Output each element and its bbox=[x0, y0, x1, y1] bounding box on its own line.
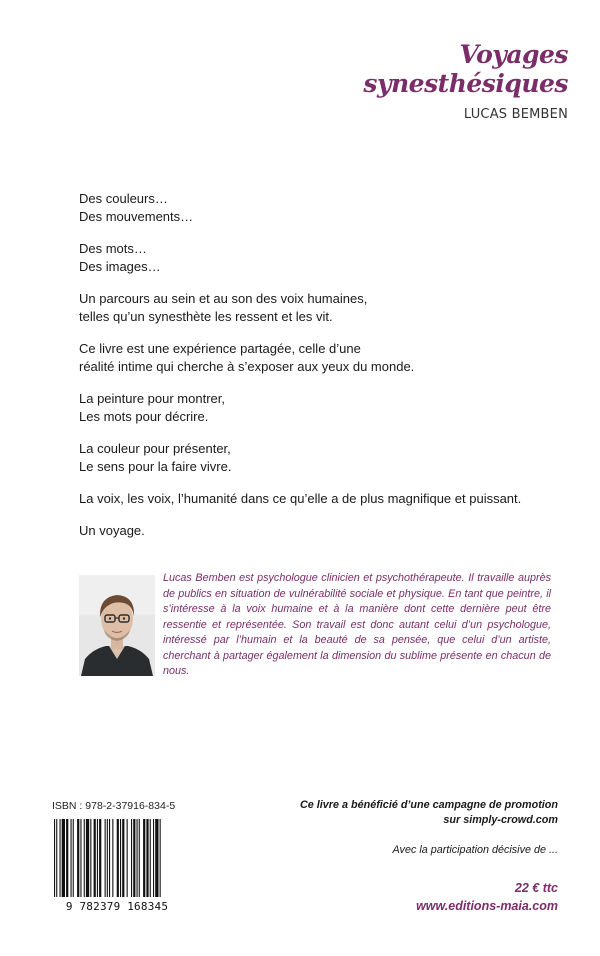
promo-line-2: sur simply-crowd.com bbox=[443, 814, 558, 826]
stanza bbox=[79, 390, 549, 426]
stanza-line: La peinture pour montrer, bbox=[79, 391, 225, 406]
stanza-line: La couleur pour présenter, bbox=[79, 441, 231, 456]
barcode-bar bbox=[137, 819, 138, 897]
publisher-website: www.editions-maia.com bbox=[416, 899, 558, 913]
barcode-bar bbox=[97, 819, 98, 897]
barcode-bar bbox=[153, 819, 154, 897]
barcode-bar bbox=[56, 819, 57, 897]
barcode-bar bbox=[71, 819, 72, 897]
stanza-line: telles qu’un synesthète les ressent et les vit. bbox=[79, 309, 333, 324]
barcode-bar bbox=[143, 819, 145, 897]
book-title-line-1: Voyages bbox=[459, 40, 568, 69]
title-block bbox=[363, 40, 568, 122]
barcode-bar bbox=[131, 819, 132, 897]
barcode-bars-icon bbox=[54, 819, 161, 897]
author-photo bbox=[79, 575, 155, 676]
isbn-barcode bbox=[50, 817, 184, 913]
barcode-bar bbox=[84, 819, 85, 897]
stanza-line: Des images… bbox=[79, 259, 161, 274]
stanza bbox=[79, 240, 549, 276]
barcode-bar bbox=[109, 819, 110, 897]
stanza-line: La voix, les voix, l’humanité dans ce qu’elle a de plus magnifique et puissant. bbox=[79, 491, 522, 506]
barcode-bar bbox=[77, 819, 79, 897]
stanza-line: Ce livre est une expérience partagée, celle d’une bbox=[79, 341, 361, 356]
stanza-line: Des mots… bbox=[79, 241, 147, 256]
barcode-bar bbox=[62, 819, 65, 897]
barcode-bar bbox=[54, 819, 55, 897]
barcode-bar bbox=[94, 819, 96, 897]
stanza-line: Un parcours au sein et au son des voix humaines, bbox=[79, 291, 368, 306]
barcode-bar bbox=[60, 819, 61, 897]
author-portrait-icon bbox=[79, 575, 155, 676]
barcode-bar bbox=[73, 819, 74, 897]
stanza-line: Les mots pour décrire. bbox=[79, 409, 209, 424]
barcode-bar bbox=[99, 819, 101, 897]
isbn-label: ISBN : 978-2-37916-834-5 bbox=[52, 800, 176, 812]
barcode-bar bbox=[90, 819, 91, 897]
stanza-line: Un voyage. bbox=[79, 523, 145, 538]
barcode-bar bbox=[150, 819, 151, 897]
stanza bbox=[79, 440, 549, 476]
price: 22 € ttc bbox=[514, 881, 558, 895]
stanza-line: Le sens pour la faire vivre. bbox=[79, 459, 232, 474]
barcode-digits: 9 782379 168345 bbox=[65, 900, 169, 913]
barcode-bar bbox=[160, 819, 161, 897]
participation-line: Avec la participation décisive de ... bbox=[392, 844, 558, 856]
barcode-bar bbox=[122, 819, 124, 897]
stanza-line: Des mouvements… bbox=[79, 209, 194, 224]
barcode-bar bbox=[107, 819, 108, 897]
barcode-bar bbox=[139, 819, 140, 897]
promo-block bbox=[258, 798, 558, 914]
barcode-bar bbox=[117, 819, 119, 897]
stanza-line: réalité intime qui cherche à s’exposer aux yeux du monde. bbox=[79, 359, 415, 374]
stanza bbox=[79, 490, 549, 508]
barcode-bar bbox=[127, 819, 128, 897]
barcode-bar bbox=[155, 819, 158, 897]
book-title-line-2: synesthésiques bbox=[363, 69, 568, 98]
barcode-bar bbox=[120, 819, 121, 897]
barcode-bar bbox=[80, 819, 81, 897]
barcode-bar bbox=[105, 819, 106, 897]
barcode-bar bbox=[86, 819, 89, 897]
barcode-bar bbox=[112, 819, 113, 897]
barcode-bar bbox=[146, 819, 148, 897]
stanza bbox=[79, 522, 549, 540]
barcode-bar bbox=[66, 819, 68, 897]
author-name: LUCAS BEMBEN bbox=[463, 107, 568, 122]
author-bio: Lucas Bemben est psychologue clinicien et psychothérapeute. Il travaille auprès de publics en situation de vulnérabilité sociale et physique. En tant que peintre, il s’intéresse à la voix humaine et à la manière dont cette dernière peut être ressentie et représentée. Son travail est donc autant celui d’un psychologue, intéressé par l’humain et la beauté de sa pensée, que celui d’un artiste, cherchant à partager également la dimension du sublime présente en chacun de nous. bbox=[163, 572, 551, 677]
barcode-bar bbox=[133, 819, 135, 897]
stanza-line: Des couleurs… bbox=[79, 191, 168, 206]
promo-line-1: Ce livre a bénéficié d’une campagne de promotion bbox=[300, 799, 558, 811]
blurb bbox=[79, 190, 549, 554]
stanza bbox=[79, 290, 549, 326]
stanza bbox=[79, 340, 549, 376]
stanza bbox=[79, 190, 549, 226]
